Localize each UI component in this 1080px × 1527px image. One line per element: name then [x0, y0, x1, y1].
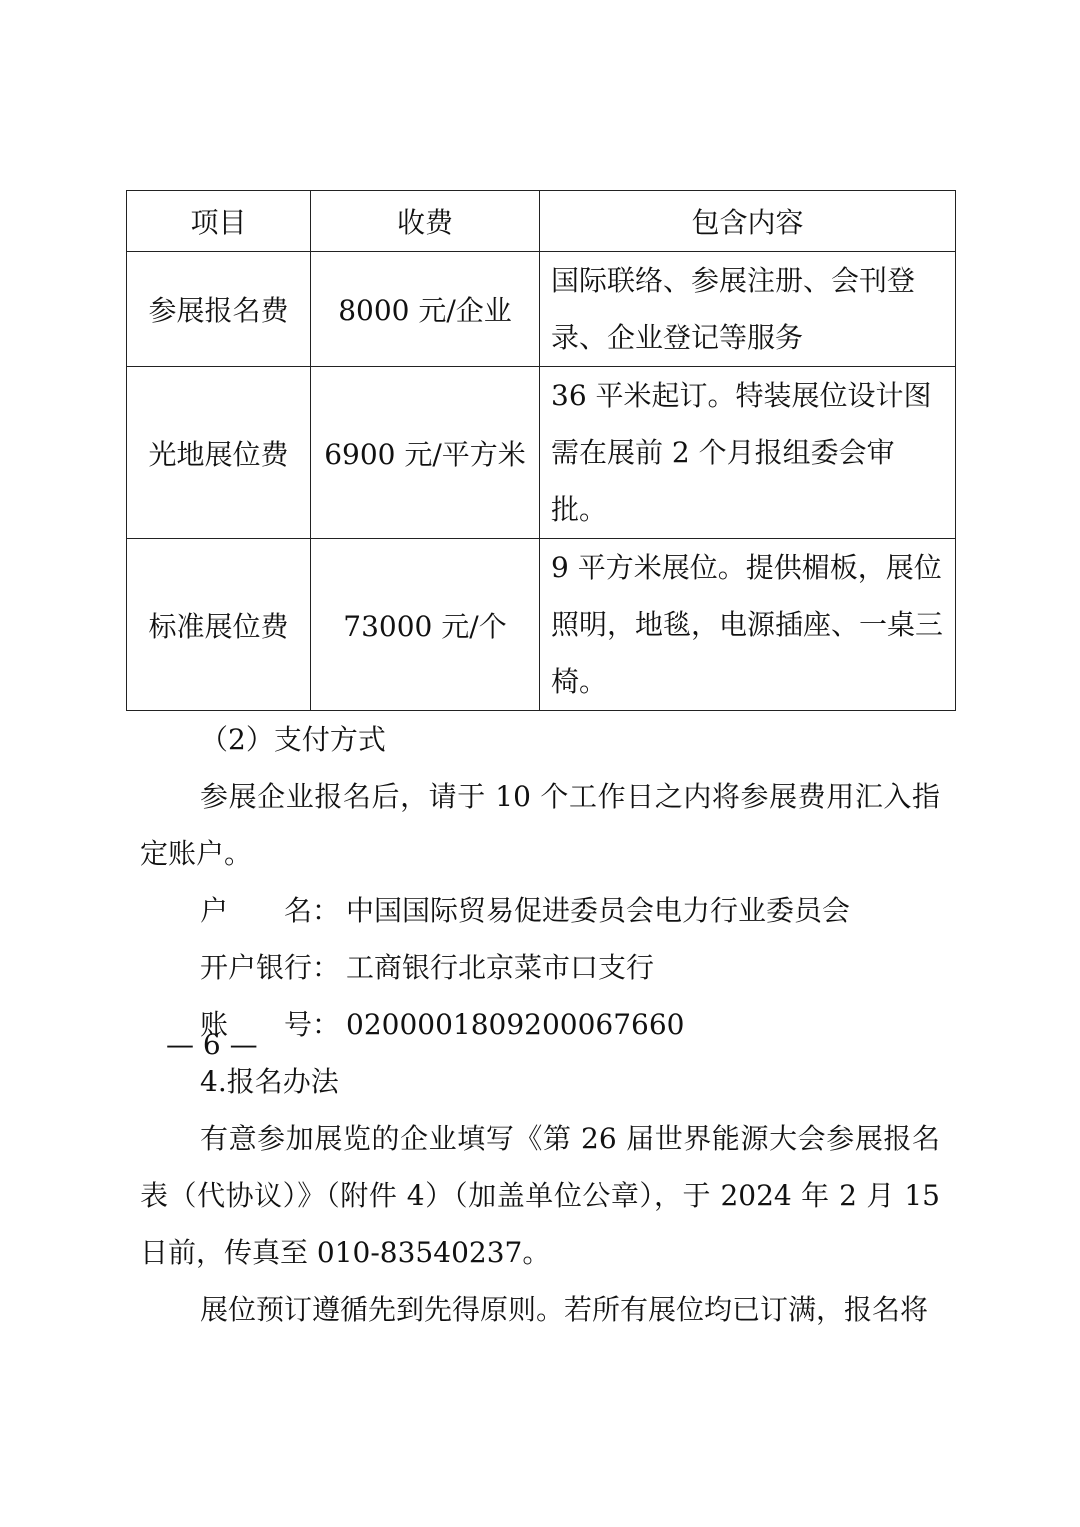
account-name-value: 中国国际贸易促进委员会电力行业委员会	[346, 894, 851, 927]
table-row	[127, 367, 956, 539]
table-header-row	[127, 191, 956, 252]
payment-heading: （2）支付方式	[200, 723, 386, 756]
payment-intro: 参展企业报名后，请于 10 个工作日之内将参展费用汇入指定账户。	[140, 780, 940, 870]
account-number-line	[140, 996, 940, 1053]
body-text	[140, 711, 940, 1338]
header-fee: 收费	[311, 191, 540, 252]
table-row	[127, 252, 956, 367]
registration-paragraph: 有意参加展览的企业填写《第 26 届世界能源大会参展报名表（代协议）》（附件 4）（加盖单位公章），于 2024 年 2 月 15 日前，传真至 010-83540237。	[140, 1122, 940, 1269]
table-row	[127, 539, 956, 711]
page-number: — 6 —	[166, 1028, 258, 1061]
cell-item: 标准展位费	[127, 539, 311, 711]
registration-paragraph-2: 展位预订遵循先到先得原则。若所有展位均已订满，报名将	[200, 1293, 929, 1326]
cell-content: 9 平方米展位。提供楣板，展位照明，地毯，电源插座、一桌三椅。	[540, 539, 956, 711]
header-item: 项目	[127, 191, 311, 252]
account-number-value: 0200001809200067660	[346, 1008, 685, 1041]
registration-heading: 4.报名办法	[200, 1065, 339, 1098]
cell-content: 36 平米起订。特装展位设计图需在展前 2 个月报组委会审批。	[540, 367, 956, 539]
cell-item: 参展报名费	[127, 252, 311, 367]
account-name-label: 户 名：	[200, 894, 341, 927]
bank-line	[140, 939, 940, 996]
cell-fee: 8000 元/企业	[311, 252, 540, 367]
account-number-label: 账 号：	[200, 1008, 341, 1041]
fee-table	[126, 190, 956, 711]
header-content: 包含内容	[540, 191, 956, 252]
cell-fee: 73000 元/个	[311, 539, 540, 711]
bank-label: 开户银行：	[200, 951, 341, 984]
cell-fee: 6900 元/平方米	[311, 367, 540, 539]
cell-content: 国际联络、参展注册、会刊登录、企业登记等服务	[540, 252, 956, 367]
account-name-line	[140, 882, 940, 939]
bank-value: 工商银行北京菜市口支行	[346, 951, 655, 984]
cell-item: 光地展位费	[127, 367, 311, 539]
